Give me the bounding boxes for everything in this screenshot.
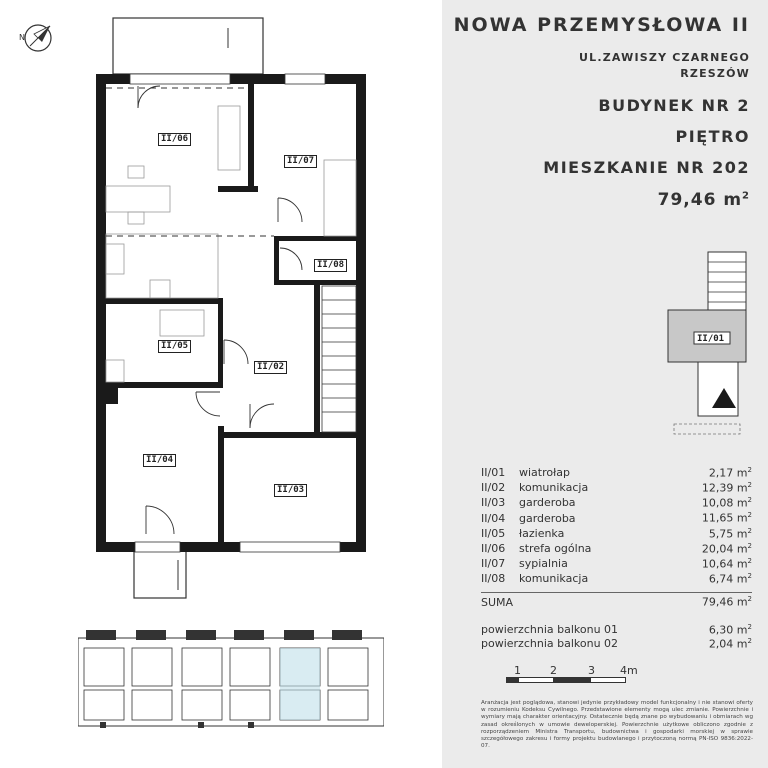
- table-divider: [481, 592, 752, 593]
- room-label-06: II/06: [158, 133, 191, 146]
- building-number: BUDYNEK NR 2: [598, 96, 750, 115]
- table-row: II/04 garderoba 11,65 $m^2$: [481, 511, 752, 525]
- scale-tick-1: 1: [514, 664, 521, 677]
- table-row: II/06 strefa ogólna 20,04 $m^2$: [481, 541, 752, 556]
- key-plan-room-label: II/01: [697, 334, 725, 344]
- scale-segment: [506, 677, 518, 683]
- room-label-03: II/03: [274, 484, 307, 497]
- street-address: UL.ZAWISZY CZARNEGO: [579, 51, 750, 64]
- compass-letter: N: [19, 33, 25, 42]
- floor-name: PIĘTRO: [675, 127, 750, 146]
- room-label-08: II/08: [314, 259, 347, 272]
- balcony-areas: [481, 623, 752, 651]
- highlighted-apartment: [280, 648, 320, 720]
- apartment-area: 79,46 $m^2$: [657, 190, 750, 210]
- room-label-05: II/05: [158, 340, 191, 353]
- room-label-07: II/07: [284, 155, 317, 168]
- table-row: II/07 sypialnia 10,64 $m^2$: [481, 556, 752, 571]
- scale-tick-3: 3: [588, 664, 595, 677]
- scale-tick-4: 4m: [620, 664, 638, 677]
- table-row: II/01 wiatrołap 2,17 $m^2$: [481, 465, 752, 480]
- scale-bar: [506, 664, 636, 686]
- scale-segment: [590, 677, 626, 683]
- scale-tick-2: 2: [550, 664, 557, 677]
- sum-row: SUMA 79,46 $m^2$: [481, 595, 752, 609]
- building-overview-plan: [78, 628, 384, 728]
- room-area-table: [481, 465, 752, 651]
- entrance-key-plan: [664, 248, 754, 438]
- balcony-row: powierzchnia balkonu 01 6,30 $m^2$: [481, 622, 752, 637]
- balcony-row: powierzchnia balkonu 02 2,04 $m^2$: [481, 636, 752, 651]
- table-row: II/05 łazienka 5,75 $m^2$: [481, 526, 752, 541]
- table-row: II/02 komunikacja 12,39 $m^2$: [481, 480, 752, 495]
- disclaimer-text: Aranżacja jest poglądowa, stanowi jedynie przykładowy model funkcjonalny i nie stanowi oferty w rozumieniu Kodeksu Cywilnego. Przedstawione elementy mogą ulec zmianie. Powierzchnie i wymiary mają charakter orientacyjny. Ostatecznie będą znane po wybudowaniu i obmiarach wg zasad określonych w umowie deweloperskiej. Powierzchnie użytkowe obliczono zgodnie z rozporządzeniem Ministra Transportu, budownictwa i gospodarki morskiej w sprawie szczegółowego zakresu i formy projektu budowlanego i przytoczoną normą PN-ISO 9836:2022-07.: [481, 700, 753, 750]
- city-name: RZESZÓW: [680, 67, 750, 80]
- title-block: [454, 14, 750, 210]
- room-label-02: II/02: [254, 361, 287, 374]
- project-title: NOWA PRZEMYSŁOWA II: [453, 14, 750, 36]
- scale-segment: [554, 677, 590, 683]
- table-row: II/03 garderoba 10,08 $m^2$: [481, 496, 752, 510]
- room-label-04: II/04: [143, 454, 176, 467]
- scale-segment: [518, 677, 554, 683]
- apartment-number: MIESZKANIE NR 202: [543, 158, 750, 177]
- table-row: II/08 komunikacja 6,74 $m^2$: [481, 572, 752, 586]
- apartment-floor-plan: [0, 0, 442, 600]
